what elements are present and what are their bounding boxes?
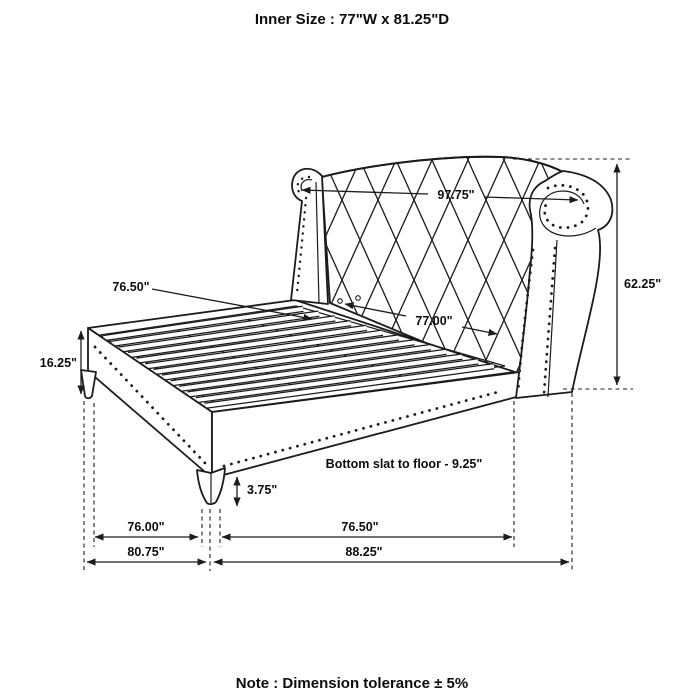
dim-foot-span-outer <box>87 545 206 562</box>
dim-label-headboard-width: 97.75" <box>437 188 475 202</box>
headboard-right-wing <box>516 171 612 398</box>
left-wing-body <box>291 169 328 304</box>
dim-depth-span-outer <box>214 545 569 562</box>
dim-depth-span-inner <box>222 520 512 537</box>
dim-label-inner-width: 77.00" <box>415 314 453 328</box>
dim-label-headboard-height: 62.25" <box>624 277 662 291</box>
right-wing-body <box>516 171 612 398</box>
tolerance-note: Note : Dimension tolerance ± 5% <box>235 675 469 692</box>
inner-size-title: Inner Size : 77"W x 81.25"D <box>254 11 450 28</box>
dim-label-depth-span-outer: 88.25" <box>345 545 383 559</box>
dim-label-leg-height: 3.75" <box>247 483 278 497</box>
dim-foot-span-inner <box>95 520 198 537</box>
bolt-icon <box>356 296 361 301</box>
bolt-icon <box>338 299 343 304</box>
dim-label-foot-span-outer: 80.75" <box>127 545 165 559</box>
bottom-slat-clearance-note: Bottom slat to floor - 9.25" <box>325 457 483 471</box>
back-left-leg <box>81 370 96 398</box>
dim-label-slat-length: 76.50" <box>112 280 150 294</box>
dim-headboard-height <box>617 164 661 385</box>
dim-label-depth-span-inner: 76.50" <box>341 520 379 534</box>
headboard-left-wing <box>291 169 328 304</box>
dim-leg-height <box>237 477 277 506</box>
dim-label-foot-span-inner: 76.00" <box>127 520 165 534</box>
dim-label-siderail-height: 16.25" <box>39 356 77 370</box>
dim-siderail-height <box>40 331 81 394</box>
